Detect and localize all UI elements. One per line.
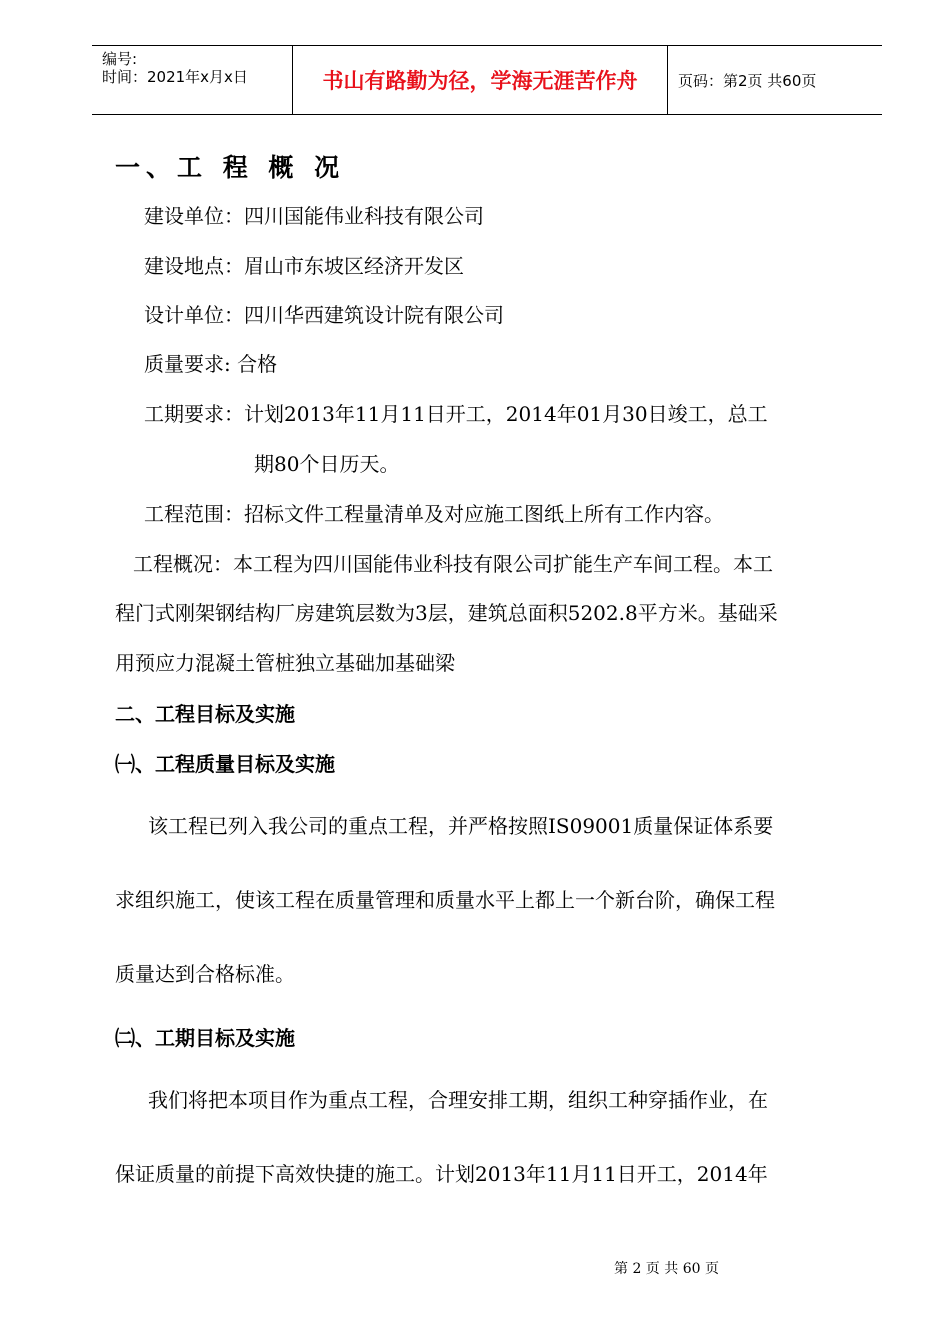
header-motto: 书山有路勤为径，学海无涯苦作舟 [292, 46, 668, 114]
quality-line-3: 质量达到合格标准。 [115, 962, 295, 986]
section-1-title: 一、工 程 概 况 [115, 153, 346, 182]
subsection-quality-title: ㈠、工程质量目标及实施 [115, 752, 335, 776]
section-2-title: 二、工程目标及实施 [115, 702, 295, 726]
header-page-label: 页码：第2页 共60页 [678, 71, 817, 90]
doc-number-label: 编号: [102, 50, 138, 68]
info-schedule-requirement-cont: 期80个日历天。 [254, 452, 400, 476]
header-info [102, 50, 248, 86]
info-project-scope: 工程范围：招标文件工程量清单及对应施工图纸上所有工作内容。 [144, 502, 724, 526]
overview-line-3: 用预应力混凝土管桩独立基础加基础梁 [115, 651, 455, 675]
page-header [92, 45, 882, 115]
quality-line-1: 该工程已列入我公司的重点工程，并严格按照IS09001质量保证体系要 [148, 814, 774, 838]
page-footer: 第 2 页 共 60 页 [614, 1261, 719, 1277]
info-quality-requirement: 质量要求: 合格 [144, 352, 278, 376]
info-design-unit: 设计单位：四川华西建筑设计院有限公司 [144, 303, 504, 327]
info-construction-unit: 建设单位：四川国能伟业科技有限公司 [144, 204, 484, 228]
schedule-line-1: 我们将把本项目作为重点工程，合理安排工期，组织工种穿插作业，在 [148, 1088, 768, 1112]
overview-line-1: 工程概况：本工程为四川国能伟业科技有限公司扩能生产车间工程。本工 [133, 552, 773, 576]
info-schedule-requirement: 工期要求：计划2013年11月11日开工，2014年01月30日竣工，总工 [144, 402, 768, 426]
quality-line-2: 求组织施工，使该工程在质量管理和质量水平上都上一个新台阶，确保工程 [115, 888, 775, 912]
doc-time-label: 时间：2021年x月x日 [102, 68, 248, 86]
overview-line-2: 程门式刚架钢结构厂房建筑层数为3层，建筑总面积5202.8平方米。基础采 [115, 601, 778, 625]
info-construction-site: 建设地点：眉山市东坡区经济开发区 [144, 254, 464, 278]
subsection-schedule-title: ㈡、工期目标及实施 [115, 1026, 295, 1050]
schedule-line-2: 保证质量的前提下高效快捷的施工。计划2013年11月11日开工，2014年 [115, 1162, 768, 1186]
